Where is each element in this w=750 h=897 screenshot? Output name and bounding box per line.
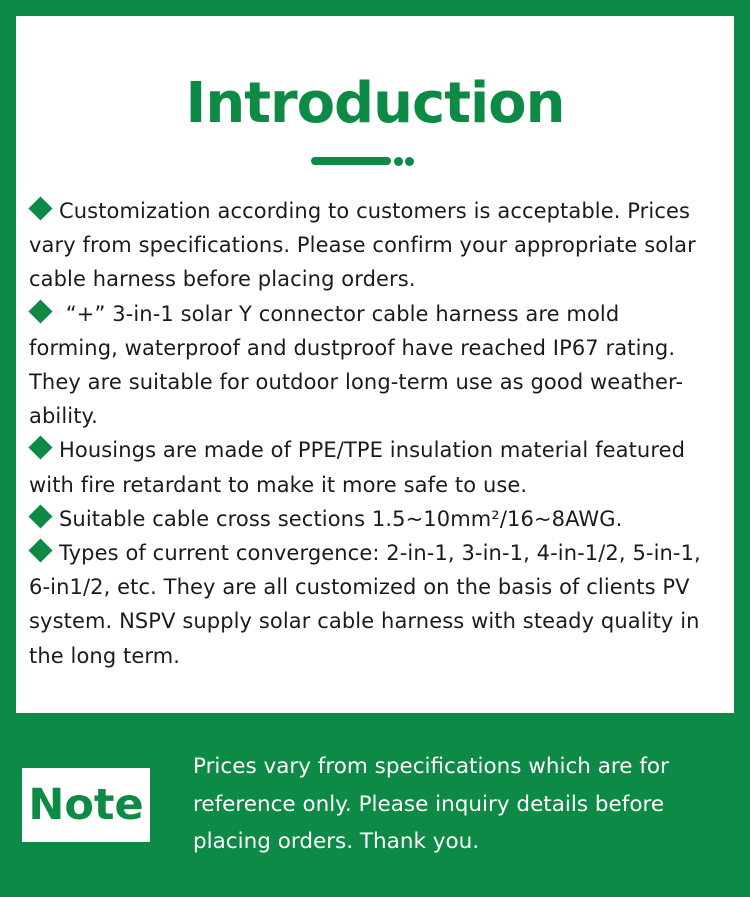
diamond-bullet-icon [28, 539, 52, 563]
bullet-item [29, 502, 713, 536]
bullet-item [29, 194, 713, 297]
bullet-text: Customization according to customers is acceptable. Prices vary from specifications. Please confirm your appropriate solar cable harness before placing orders. [29, 199, 696, 292]
bullet-text: “+” 3-in-1 solar Y connector cable harness are mold forming, waterproof and dustproof have reached IP67 rating. They are suitable for outdoor long-term use as good weather-ability. [29, 301, 684, 429]
title-divider [311, 157, 421, 166]
divider-dot [394, 157, 403, 166]
bullet-list [29, 194, 713, 673]
diamond-bullet-icon [28, 196, 52, 220]
diamond-bullet-icon [28, 299, 52, 323]
page-title: Introduction [185, 71, 565, 136]
diamond-bullet-icon [28, 436, 52, 460]
bullet-text: Types of current convergence: 2-in-1, 3-in-1, 4-in-1/2, 5-in-1, 6-in1/2, etc. They are all customized on the basis of clients PV system. NSPV supply solar cable harness with steady quality in the long term. [29, 541, 701, 668]
note-label: Note [28, 780, 144, 830]
bullet-item [29, 297, 713, 434]
note-text: Prices vary from specifications which are for reference only. Please inquiry details before placing orders. Thank you. [193, 754, 669, 854]
divider-dot [405, 157, 414, 166]
bullet-item [29, 536, 713, 673]
bullet-text: Suitable cable cross sections 1.5~10mm²/16~8AWG. [59, 506, 623, 531]
divider-bar [311, 157, 391, 165]
bullet-text: Housings are made of PPE/TPE insulation material featured with fire retardant to make it more safe to use. [29, 438, 686, 497]
note-badge [22, 768, 150, 842]
bullet-item [29, 433, 713, 501]
diamond-bullet-icon [28, 504, 52, 528]
